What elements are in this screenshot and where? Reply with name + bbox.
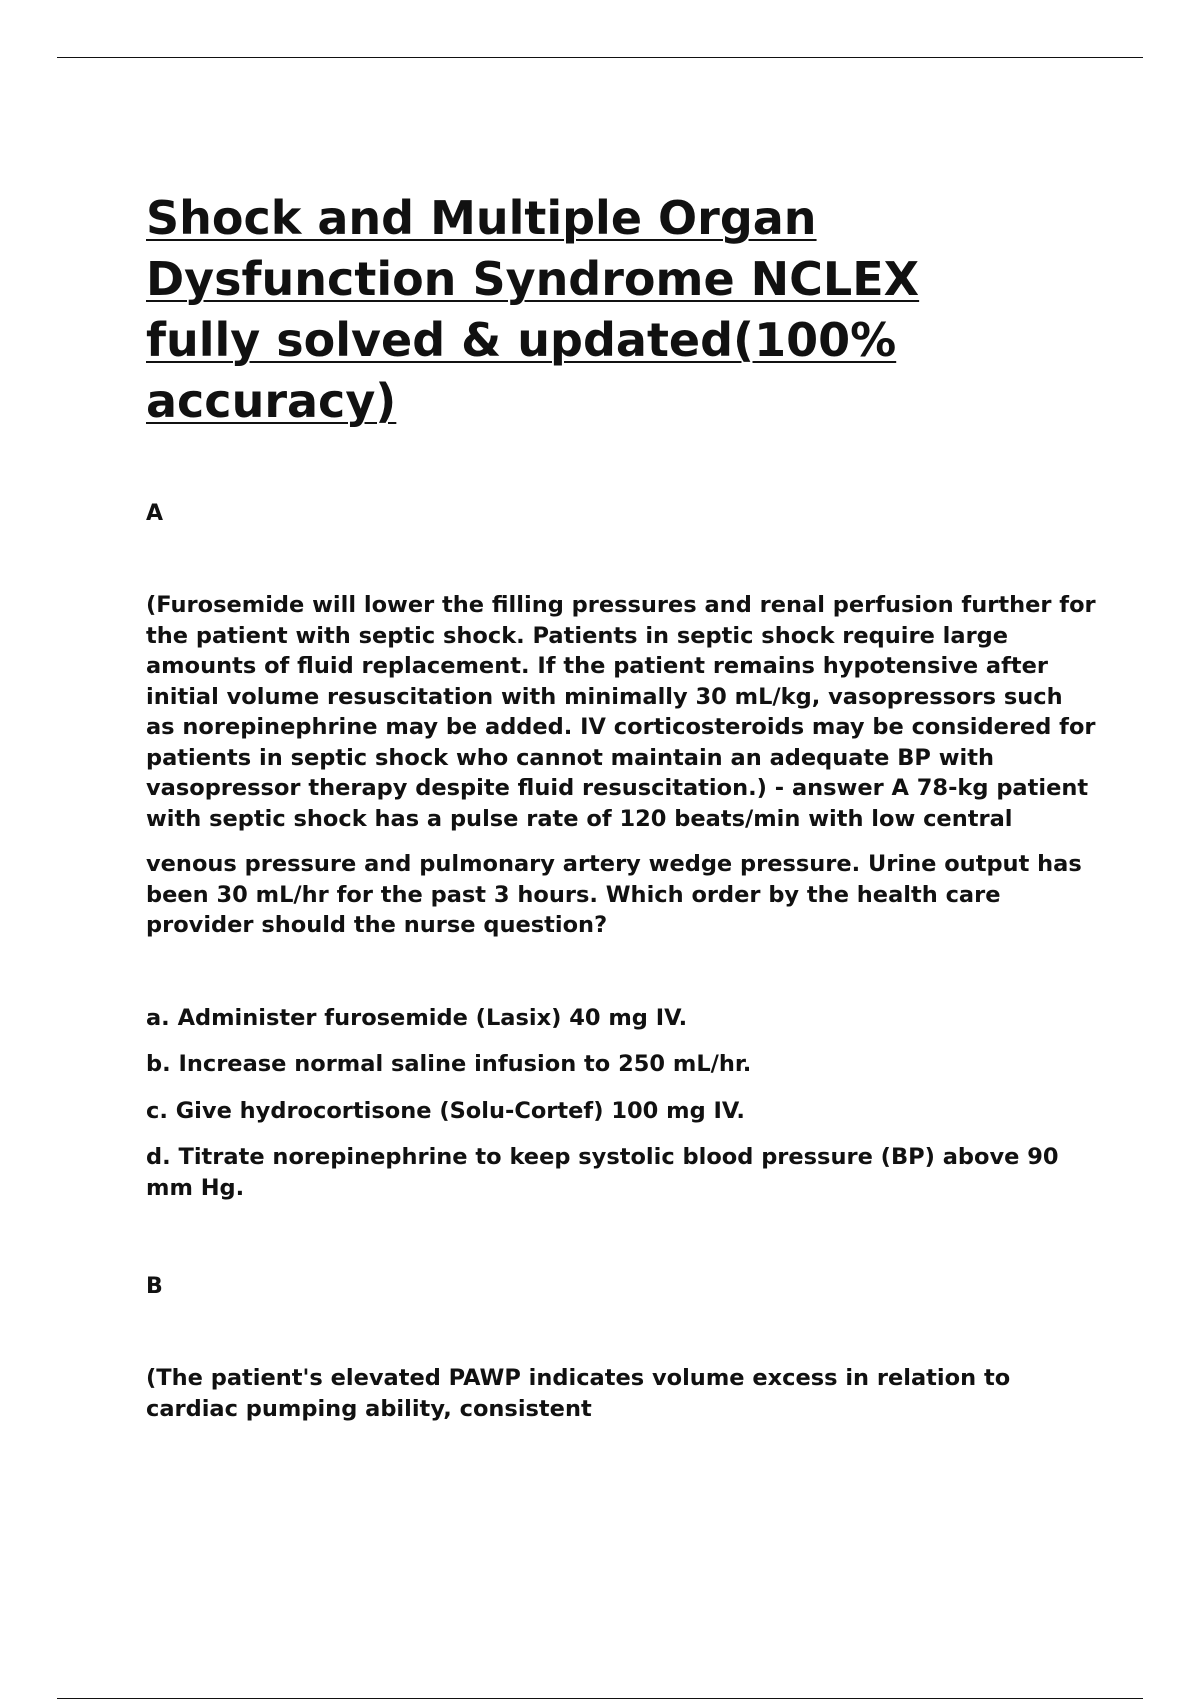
answer-letter-b: B <box>146 1274 163 1299</box>
option-a: a. Administer furosemide (Lasix) 40 mg IV. <box>146 1004 688 1031</box>
document-title: Shock and Multiple Organ Dysfunction Syndrome NCLEX fully solved & updated(100% accuracy) <box>146 191 920 428</box>
document-body <box>146 188 1096 1424</box>
option-d: d. Titrate norepinephrine to keep systolic blood pressure (BP) above 90 mm Hg. <box>146 1144 1059 1201</box>
option-b: b. Increase normal saline infusion to 250 mL/hr. <box>146 1051 752 1077</box>
question-a-stem: venous pressure and pulmonary artery wedge pressure. Urine output has been 30 mL/hr for the past 3 hours. Which order by the health care provider should the nurse question? <box>146 851 1082 938</box>
option-c: c. Give hydrocortisone (Solu-Cortef) 100 mg IV. <box>146 1097 745 1124</box>
top-rule <box>57 57 1143 58</box>
rationale-b-part1: (The patient's elevated PAWP indicates volume excess in relation to cardiac pumping ability, consistent <box>146 1365 1011 1422</box>
answer-letter-a: A <box>146 501 164 526</box>
rationale-a-part1: (Furosemide will lower the filling pressures and renal perfusion further for the patient with septic shock. Patients in septic shock require large amounts of fluid replacement. If the patient remains hypotensive after initial volume resuscitation with minimally 30 mL/kg, vasopressors such as norepinephrine may be added. IV corticosteroids may be considered for patients in septic shock who cannot maintain an adequate BP with vasopressor therapy despite fluid resuscitation.) - answer A 78-kg patient with septic shock has a pulse rate of 120 beats/min with low central <box>146 592 1096 832</box>
bottom-rule <box>57 1698 1143 1699</box>
